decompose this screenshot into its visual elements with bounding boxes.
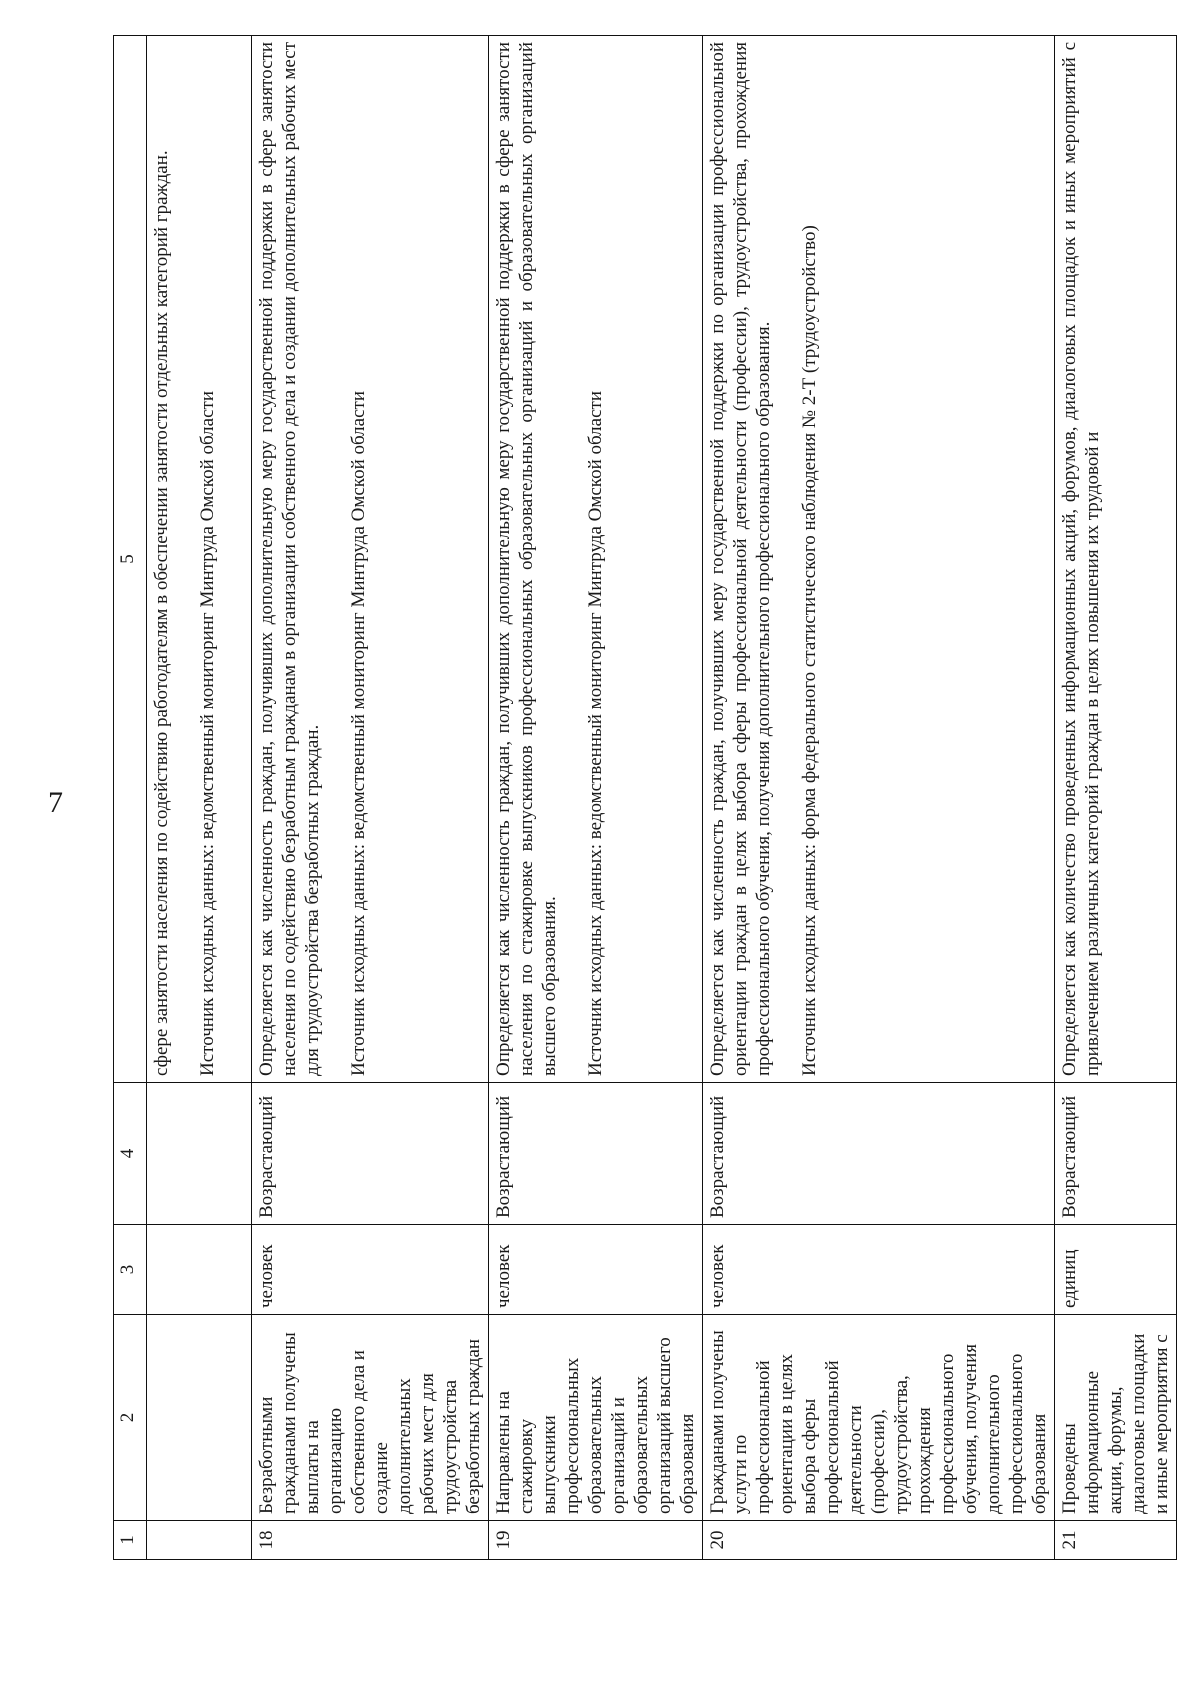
method-text: Определяется как численность граждан, получивших дополнительную меру государственной поддержки в сфере занятости населения по стажировке выпускников профессиональных образовательных организаций и образовательных организаций высшего образования.	[493, 42, 560, 1076]
row-number: 18	[252, 1521, 489, 1560]
method-cell	[1055, 36, 1177, 1083]
header-cell: 5	[114, 36, 147, 1083]
row-number	[147, 1521, 252, 1560]
row-number: 19	[489, 1521, 703, 1560]
paragraph-gap	[324, 42, 347, 1076]
paragraph-gap	[173, 42, 196, 1076]
indicator-name: Проведены информационные акции, форумы, диалоговые площадки и иные мероприятия с	[1055, 1315, 1177, 1521]
table-row	[1055, 36, 1177, 1560]
method-cell	[489, 36, 703, 1083]
indicator-name: Безработными гражданами получены выплаты на организацию собственного дела и создание дополнительных рабочих мест для трудоустройства безработных граждан	[252, 1315, 489, 1521]
unit-cell	[147, 1225, 252, 1315]
source-text: Источник исходных данных: ведомственный мониторинг Минтруда Омской области	[348, 390, 369, 1076]
header-cell: 2	[114, 1315, 147, 1521]
paragraph-gap	[775, 42, 798, 1076]
source-text: Источник исходных данных: ведомственный мониторинг Минтруда Омской области	[585, 390, 606, 1076]
rotated-table-frame	[113, 36, 1172, 1560]
method-text: Определяется как численность граждан, получивших меру государственной поддержки по организации профессиональной ориентации граждан в целях выбора сферы профессиональной деятельности (профессии), трудоустройства, прохождения профессионального обучения, получения дополнительного профессионального образования.	[707, 42, 774, 1076]
unit-cell: человек	[489, 1225, 703, 1315]
method-text: сфере занятости населения по содействию работодателям в обеспечении занятости отдельных категорий граждан.	[151, 150, 172, 1076]
table-header-row	[114, 36, 147, 1560]
indicators-table	[113, 35, 1177, 1560]
method-cell	[147, 36, 252, 1083]
header-cell: 3	[114, 1225, 147, 1315]
indicator-name: Направлены на стажировку выпускники профессиональных образовательных организаций и образовательных организаций высшего образования	[489, 1315, 703, 1521]
unit-cell: человек	[703, 1225, 1055, 1315]
table-row	[703, 36, 1055, 1560]
trend-cell: Возрастающий	[252, 1083, 489, 1225]
method-cell	[252, 36, 489, 1083]
table-row	[489, 36, 703, 1560]
rotated-table-scan	[113, 36, 1172, 1560]
trend-cell	[147, 1083, 252, 1225]
indicator-name: Гражданами получены услуги по профессиональной ориентации в целях выбора сферы профессиональной деятельности (профессии), трудоустройства, прохождения профессионального обучения, получения дополнительного профессионального образования	[703, 1315, 1055, 1521]
unit-cell: человек	[252, 1225, 489, 1315]
method-cell	[703, 36, 1055, 1083]
table-row	[147, 36, 252, 1560]
unit-cell: единиц	[1055, 1225, 1177, 1315]
trend-cell: Возрастающий	[489, 1083, 703, 1225]
source-text: Источник исходных данных: ведомственный мониторинг Минтруда Омской области	[197, 390, 218, 1076]
paragraph-gap	[561, 42, 584, 1076]
source-text: Источник исходных данных: форма федерального статистического наблюдения № 2-Т (трудоустройство)	[799, 225, 820, 1076]
table-row	[252, 36, 489, 1560]
page-number: 7	[48, 786, 63, 819]
row-number: 20	[703, 1521, 1055, 1560]
indicator-name	[147, 1315, 252, 1521]
header-cell: 4	[114, 1083, 147, 1225]
method-text: Определяется как количество проведенных информационных акций, форумов, диалоговых площадок и иных мероприятий с привлечением различных категорий граждан в целях повышения их трудовой и	[1059, 42, 1103, 1076]
method-text: Определяется как численность граждан, получивших дополнительную меру государственной поддержки в сфере занятости населения по содействию безработным гражданам в организации собственного дела и создании дополнительных рабочих мест для трудоустройства безработных граждан.	[256, 42, 323, 1076]
trend-cell: Возрастающий	[703, 1083, 1055, 1225]
trend-cell: Возрастающий	[1055, 1083, 1177, 1225]
row-number: 21	[1055, 1521, 1177, 1560]
header-cell: 1	[114, 1521, 147, 1560]
